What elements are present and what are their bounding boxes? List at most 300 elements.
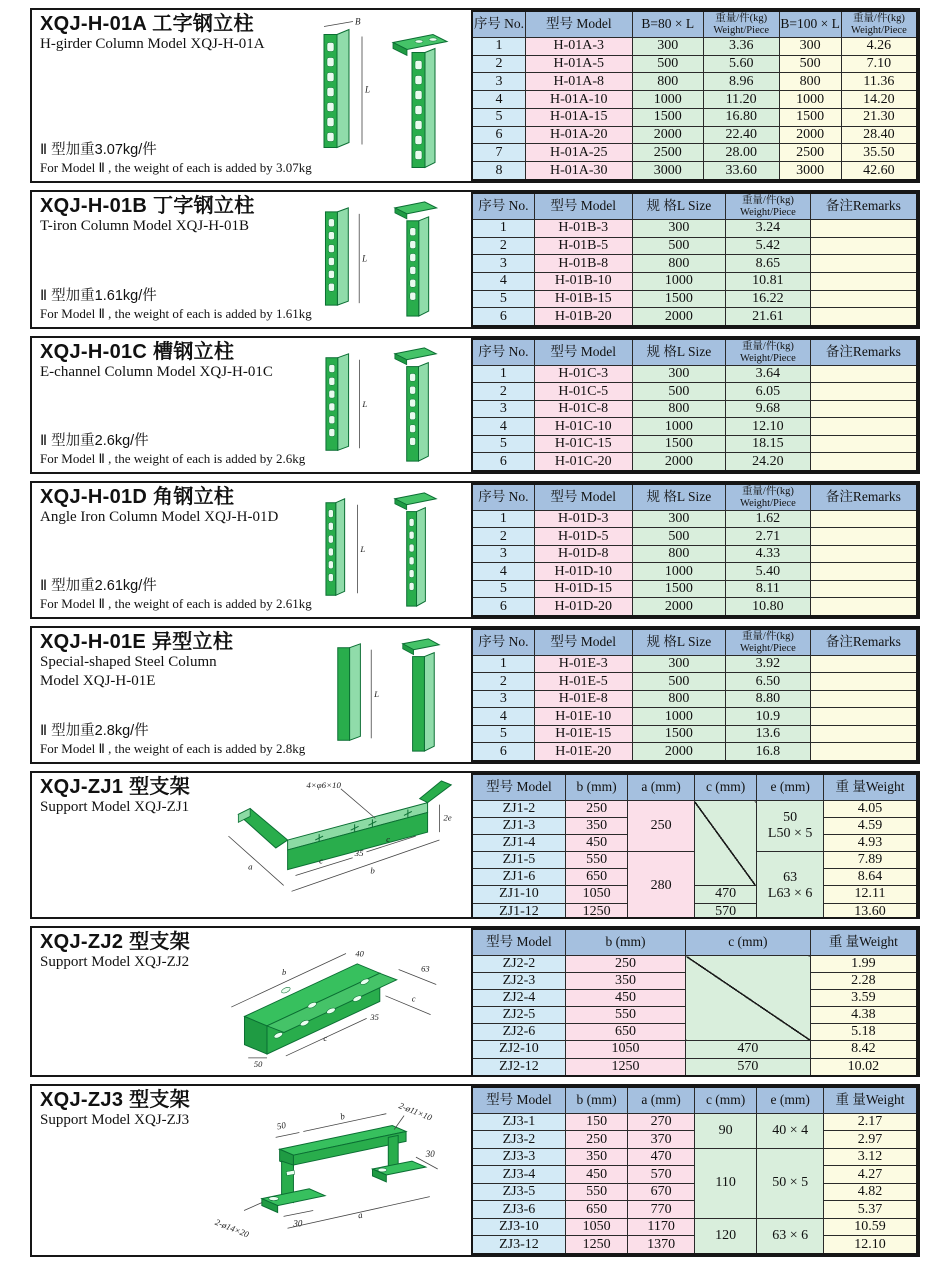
table-cell: 1 (472, 220, 534, 238)
column-header: 重量/件(kg) Weight/Piece (726, 629, 811, 656)
section-info (32, 928, 471, 1075)
section-xqj-zj1 (30, 771, 920, 919)
table-cell: H-01C-15 (534, 435, 632, 452)
note-cn: Ⅱ 型加重1.61kg/件 (40, 288, 157, 304)
table-cell: 3.36 (703, 38, 779, 56)
spec-table-host (471, 928, 918, 1075)
table-row (472, 418, 917, 435)
section-subtitle: Special-shaped Steel Column (40, 654, 217, 671)
dim-label: 2-ø14×20 (213, 1216, 251, 1240)
table-row (472, 1148, 917, 1165)
table-cell: ZJ2-3 (472, 973, 565, 990)
table-cell: 18.15 (726, 435, 811, 452)
table-cell: 12.10 (824, 1236, 917, 1254)
table-cell: 6 (472, 598, 534, 616)
table-cell: ZJ3-3 (472, 1148, 565, 1165)
table-cell (694, 801, 756, 886)
table-cell: 2000 (632, 126, 703, 144)
table-cell (810, 545, 917, 562)
table-cell: 5.42 (726, 237, 811, 255)
dim-label: 4×φ6×10 (306, 779, 341, 790)
table-cell: 10.81 (726, 272, 811, 290)
note-en: For Model Ⅱ , the weight of each is added by 1.61kg (40, 306, 312, 321)
table-cell: 570 (686, 1058, 811, 1076)
table-cell (810, 528, 917, 545)
table-cell: 3 (472, 73, 525, 91)
table-cell: 5 (472, 580, 534, 597)
column-header: c (mm) (694, 1087, 756, 1114)
table-cell: 670 (628, 1183, 695, 1200)
dim-label: 2-ø11×10 (397, 1100, 434, 1123)
table-cell: 11.36 (841, 73, 917, 91)
table-cell: 2000 (632, 598, 725, 616)
table-cell: 3.12 (824, 1148, 917, 1165)
table-cell: 1 (472, 366, 534, 383)
column-header: 备注Remarks (810, 339, 917, 366)
table-cell (810, 308, 917, 326)
table-cell: H-01A-10 (525, 91, 632, 109)
table-cell (810, 435, 917, 452)
table-cell: H-01E-10 (534, 708, 632, 725)
column-header: 型号 Model (534, 629, 632, 656)
table-row (472, 383, 917, 400)
table-cell: 5 (472, 290, 534, 308)
section-info (32, 1086, 471, 1255)
table-cell: 1250 (565, 1058, 685, 1076)
table-cell: 450 (565, 1166, 627, 1183)
column-header: 重 量Weight (824, 1087, 917, 1114)
table-cell: 570 (628, 1166, 695, 1183)
table-cell: ZJ2-5 (472, 1007, 565, 1024)
column-header: B=80 × L (632, 11, 703, 38)
table-cell: 5 (472, 435, 534, 452)
section-info (32, 192, 471, 327)
table-cell: 3.24 (726, 220, 811, 238)
spec-table-host (471, 192, 918, 327)
table-cell: 110 (694, 1148, 756, 1218)
note-en: For Model Ⅱ , the weight of each is added by 3.07kg (40, 160, 312, 175)
table-cell (810, 725, 917, 742)
table-row (472, 1041, 917, 1058)
table-cell: 1500 (632, 580, 725, 597)
table-cell: ZJ1-3 (472, 818, 565, 835)
table-row (472, 545, 917, 562)
dim-label: L (360, 543, 366, 554)
note-en: For Model Ⅱ , the weight of each is added by 2.6kg (40, 451, 306, 466)
section-title: XQJ-ZJ3 型支架 (40, 1089, 190, 1111)
table-cell: H-01E-20 (534, 743, 632, 761)
dim-label: a (356, 1209, 364, 1221)
table-cell: 6 (472, 453, 534, 471)
column-header: a (mm) (628, 774, 695, 801)
table-cell (810, 598, 917, 616)
table-cell: ZJ2-4 (472, 990, 565, 1007)
table-cell: ZJ3-4 (472, 1166, 565, 1183)
table-cell: 8 (472, 162, 525, 180)
table-cell: 2 (472, 237, 534, 255)
table-cell: H-01A-5 (525, 55, 632, 73)
table-cell (810, 290, 917, 308)
table-row (472, 656, 917, 673)
h-girder-column-illustration (307, 12, 465, 177)
table-cell: 800 (632, 545, 725, 562)
table-cell: 11.20 (703, 91, 779, 109)
table-row (472, 598, 917, 616)
table-cell: 35.50 (841, 144, 917, 162)
table-cell: 28.00 (703, 144, 779, 162)
table-cell: 800 (632, 690, 725, 707)
table-cell: H-01D-8 (534, 545, 632, 562)
note-cn: Ⅱ 型加重2.6kg/件 (40, 433, 149, 449)
note-cn: Ⅱ 型加重3.07kg/件 (40, 142, 157, 158)
table-cell: 10.9 (726, 708, 811, 725)
section-subtitle: Support Model XQJ-ZJ1 (40, 799, 190, 816)
table-cell: 6 (472, 308, 534, 326)
table-cell: 1500 (632, 435, 725, 452)
dim-label: L (362, 398, 368, 409)
table-row (472, 272, 917, 290)
table-cell: 300 (632, 220, 725, 238)
table-cell: 5 (472, 725, 534, 742)
table-cell: 42.60 (841, 162, 917, 180)
section-note (40, 138, 312, 176)
table-cell (810, 237, 917, 255)
column-header: 重量/件(kg) Weight/Piece (841, 11, 917, 38)
table-cell: 63 L63 × 6 (757, 852, 824, 919)
table-cell: 10.02 (810, 1058, 917, 1076)
table-cell: 3.64 (726, 366, 811, 383)
dim-label: b (370, 865, 375, 876)
table-cell: ZJ2-12 (472, 1058, 565, 1076)
dim-label: 30 (425, 1149, 435, 1160)
table-cell: ZJ1-12 (472, 903, 565, 919)
spec-table (471, 483, 918, 617)
table-cell: 800 (632, 400, 725, 417)
section-subtitle: Support Model XQJ-ZJ3 (40, 1112, 190, 1129)
table-cell: H-01D-10 (534, 563, 632, 580)
table-cell: 9.68 (726, 400, 811, 417)
dim-label: 35 (370, 1012, 379, 1023)
section-xqj-h-01e (30, 626, 920, 764)
table-cell: 2 (472, 55, 525, 73)
header-row (472, 339, 917, 366)
section-subtitle: T-iron Column Model XQJ-H-01B (40, 218, 250, 235)
header-row (472, 11, 917, 38)
table-cell: H-01B-5 (534, 237, 632, 255)
section-note (40, 284, 312, 322)
table-cell: 2.97 (824, 1131, 917, 1148)
table-cell: 770 (628, 1201, 695, 1218)
table-cell: 4.26 (841, 38, 917, 56)
table-cell: 28.40 (841, 126, 917, 144)
table-cell: 1250 (565, 903, 627, 919)
table-row (472, 563, 917, 580)
table-row (472, 400, 917, 417)
table-cell: 270 (628, 1114, 695, 1131)
angle-iron-column-illustration (307, 485, 465, 613)
table-cell: 4.33 (726, 545, 811, 562)
header-row (472, 929, 917, 956)
table-cell: 4 (472, 272, 534, 290)
spec-table-host (471, 773, 918, 917)
table-cell: 800 (632, 73, 703, 91)
table-cell: 500 (632, 55, 703, 73)
header-row (472, 774, 917, 801)
table-row (472, 73, 917, 91)
table-row (472, 308, 917, 326)
table-cell: 4.27 (824, 1166, 917, 1183)
table-cell: 21.30 (841, 108, 917, 126)
spec-table (471, 192, 918, 327)
table-cell: 3 (472, 545, 534, 562)
table-cell: 10.80 (726, 598, 811, 616)
table-row (472, 435, 917, 452)
section-subtitle: Support Model XQJ-ZJ2 (40, 954, 190, 971)
section-subtitle-line2: Model XQJ-H-01E (40, 672, 156, 689)
table-cell: H-01D-3 (534, 511, 632, 528)
table-cell: 1000 (632, 418, 725, 435)
table-cell: 63 × 6 (757, 1218, 824, 1254)
zj2-channel-illustration (191, 930, 469, 1071)
note-en: For Model Ⅱ , the weight of each is added by 2.61kg (40, 596, 312, 611)
table-cell: 1 (472, 656, 534, 673)
table-cell: 7.10 (841, 55, 917, 73)
table-cell: 1000 (632, 272, 725, 290)
table-cell: 24.20 (726, 453, 811, 471)
table-cell: H-01D-20 (534, 598, 632, 616)
column-header: 序号 No. (472, 629, 534, 656)
table-cell: 50 × 5 (757, 1148, 824, 1218)
table-cell (810, 580, 917, 597)
table-cell: H-01E-3 (534, 656, 632, 673)
section-title: XQJ-H-01A 工字钢立柱 (40, 13, 254, 35)
table-cell: H-01A-3 (525, 38, 632, 56)
table-row (472, 673, 917, 690)
table-row (472, 38, 917, 56)
table-cell: 300 (632, 366, 725, 383)
table-cell (810, 418, 917, 435)
table-cell: H-01C-5 (534, 383, 632, 400)
spec-table (471, 628, 918, 762)
table-cell: 6 (472, 743, 534, 761)
column-header: e (mm) (757, 774, 824, 801)
table-cell: 1.99 (810, 956, 917, 973)
table-cell (810, 220, 917, 238)
column-header: 型号 Model (534, 339, 632, 366)
table-cell: 2000 (632, 453, 725, 471)
spec-table (471, 10, 918, 181)
table-cell (810, 656, 917, 673)
table-cell: 2000 (779, 126, 841, 144)
table-cell: 550 (565, 852, 627, 869)
header-row (472, 484, 917, 511)
table-cell: 12.10 (726, 418, 811, 435)
table-cell: 3.92 (726, 656, 811, 673)
column-header: e (mm) (757, 1087, 824, 1114)
dim-label: a (248, 861, 253, 872)
spec-table-host (471, 10, 918, 181)
spec-table-host (471, 338, 918, 472)
table-cell: 2 (472, 673, 534, 690)
table-cell: H-01D-15 (534, 580, 632, 597)
table-cell: 13.60 (824, 903, 917, 919)
table-cell: 1000 (632, 91, 703, 109)
column-header: 序号 No. (472, 339, 534, 366)
table-cell: 470 (686, 1041, 811, 1058)
table-cell: H-01C-3 (534, 366, 632, 383)
table-cell: 650 (565, 1024, 685, 1041)
table-cell: 500 (632, 528, 725, 545)
table-cell: 13.6 (726, 725, 811, 742)
spec-table (471, 338, 918, 472)
table-cell: 150 (565, 1114, 627, 1131)
table-cell: 1500 (632, 108, 703, 126)
table-cell: 4.05 (824, 801, 917, 818)
note-en: For Model Ⅱ , the weight of each is added by 2.8kg (40, 741, 306, 756)
table-cell: ZJ1-5 (472, 852, 565, 869)
table-cell: 250 (565, 1131, 627, 1148)
table-cell: 50 L50 × 5 (757, 801, 824, 852)
dim-label: b (282, 967, 287, 978)
section-info (32, 773, 471, 917)
column-header: 规 格L Size (632, 339, 725, 366)
table-row (472, 255, 917, 273)
table-cell: 5.18 (810, 1024, 917, 1041)
section-info (32, 338, 471, 472)
section-info (32, 628, 471, 762)
table-cell: 570 (694, 903, 756, 919)
column-header: 重量/件(kg) Weight/Piece (726, 193, 811, 220)
table-cell: 2500 (632, 144, 703, 162)
table-cell (810, 743, 917, 761)
table-cell: H-01C-8 (534, 400, 632, 417)
section-xqj-zj2 (30, 926, 920, 1077)
column-header: 重量/件(kg) Weight/Piece (703, 11, 779, 38)
table-cell (810, 272, 917, 290)
table-cell: 40 × 4 (757, 1114, 824, 1149)
table-cell: 450 (565, 835, 627, 852)
section-title: XQJ-ZJ1 型支架 (40, 776, 190, 798)
table-cell: 3 (472, 255, 534, 273)
table-cell (810, 255, 917, 273)
table-cell: ZJ1-6 (472, 869, 565, 886)
table-cell: H-01B-15 (534, 290, 632, 308)
table-cell: 300 (632, 511, 725, 528)
table-cell: 2.17 (824, 1114, 917, 1131)
table-cell: 1170 (628, 1218, 695, 1235)
table-cell: 1500 (632, 290, 725, 308)
table-cell: ZJ3-1 (472, 1114, 565, 1131)
table-cell: 1000 (779, 91, 841, 109)
table-cell: H-01B-8 (534, 255, 632, 273)
table-cell: 4 (472, 563, 534, 580)
table-cell: 500 (632, 383, 725, 400)
table-cell: 5.40 (726, 563, 811, 580)
table-cell: 650 (565, 1201, 627, 1218)
table-cell: 550 (565, 1183, 627, 1200)
column-header: 规 格L Size (632, 484, 725, 511)
table-cell (810, 673, 917, 690)
dim-label: L (362, 253, 368, 264)
table-row (472, 366, 917, 383)
table-row (472, 1058, 917, 1076)
table-cell: 33.60 (703, 162, 779, 180)
table-row (472, 126, 917, 144)
table-cell: H-01B-3 (534, 220, 632, 238)
column-header: 重量/件(kg) Weight/Piece (726, 484, 811, 511)
table-cell (810, 383, 917, 400)
table-row (472, 956, 917, 973)
table-cell: 8.64 (824, 869, 917, 886)
column-header: 序号 No. (472, 11, 525, 38)
table-cell: 500 (632, 237, 725, 255)
section-note (40, 574, 312, 612)
table-cell: 1.62 (726, 511, 811, 528)
table-cell: 2 (472, 383, 534, 400)
table-cell: ZJ3-12 (472, 1236, 565, 1254)
column-header: 规 格L Size (632, 193, 725, 220)
table-cell: 2 (472, 528, 534, 545)
table-cell: 470 (628, 1148, 695, 1165)
column-header: 重 量Weight (810, 929, 917, 956)
column-header: c (mm) (686, 929, 811, 956)
table-row (472, 55, 917, 73)
table-cell: 3.59 (810, 990, 917, 1007)
section-title: XQJ-H-01B 丁字钢立柱 (40, 195, 255, 217)
table-cell: 3000 (632, 162, 703, 180)
table-cell: 1 (472, 511, 534, 528)
section-info (32, 10, 471, 181)
column-header: b (mm) (565, 929, 685, 956)
table-cell: 250 (628, 801, 695, 852)
spec-table-host (471, 1086, 918, 1255)
table-cell: 8.96 (703, 73, 779, 91)
table-row (472, 708, 917, 725)
table-cell: H-01E-8 (534, 690, 632, 707)
table-cell (810, 708, 917, 725)
table-cell: H-01A-20 (525, 126, 632, 144)
dim-label: 63 (421, 963, 430, 974)
table-row (472, 725, 917, 742)
table-cell: ZJ2-2 (472, 956, 565, 973)
section-xqj-h-01b (30, 190, 920, 329)
column-header: b (mm) (565, 774, 627, 801)
table-cell: H-01B-20 (534, 308, 632, 326)
table-cell: 10.59 (824, 1218, 917, 1235)
table-cell: 16.8 (726, 743, 811, 761)
table-row (472, 1218, 917, 1235)
table-cell: 8.80 (726, 690, 811, 707)
spec-table-host (471, 483, 918, 617)
table-row (472, 903, 917, 919)
table-cell: 12.11 (824, 886, 917, 903)
dim-label: B (355, 16, 361, 27)
header-row (472, 1087, 917, 1114)
section-note (40, 429, 305, 467)
table-cell: 650 (565, 869, 627, 886)
table-cell: H-01A-15 (525, 108, 632, 126)
table-cell: 370 (628, 1131, 695, 1148)
spec-table (471, 928, 918, 1077)
column-header: 型号 Model (472, 774, 565, 801)
table-cell: H-01C-20 (534, 453, 632, 471)
table-cell (810, 366, 917, 383)
dim-label: 2e (443, 812, 452, 823)
t-iron-column-illustration (307, 194, 465, 323)
table-cell: 3 (472, 690, 534, 707)
table-cell: 16.80 (703, 108, 779, 126)
table-cell: ZJ2-6 (472, 1024, 565, 1041)
